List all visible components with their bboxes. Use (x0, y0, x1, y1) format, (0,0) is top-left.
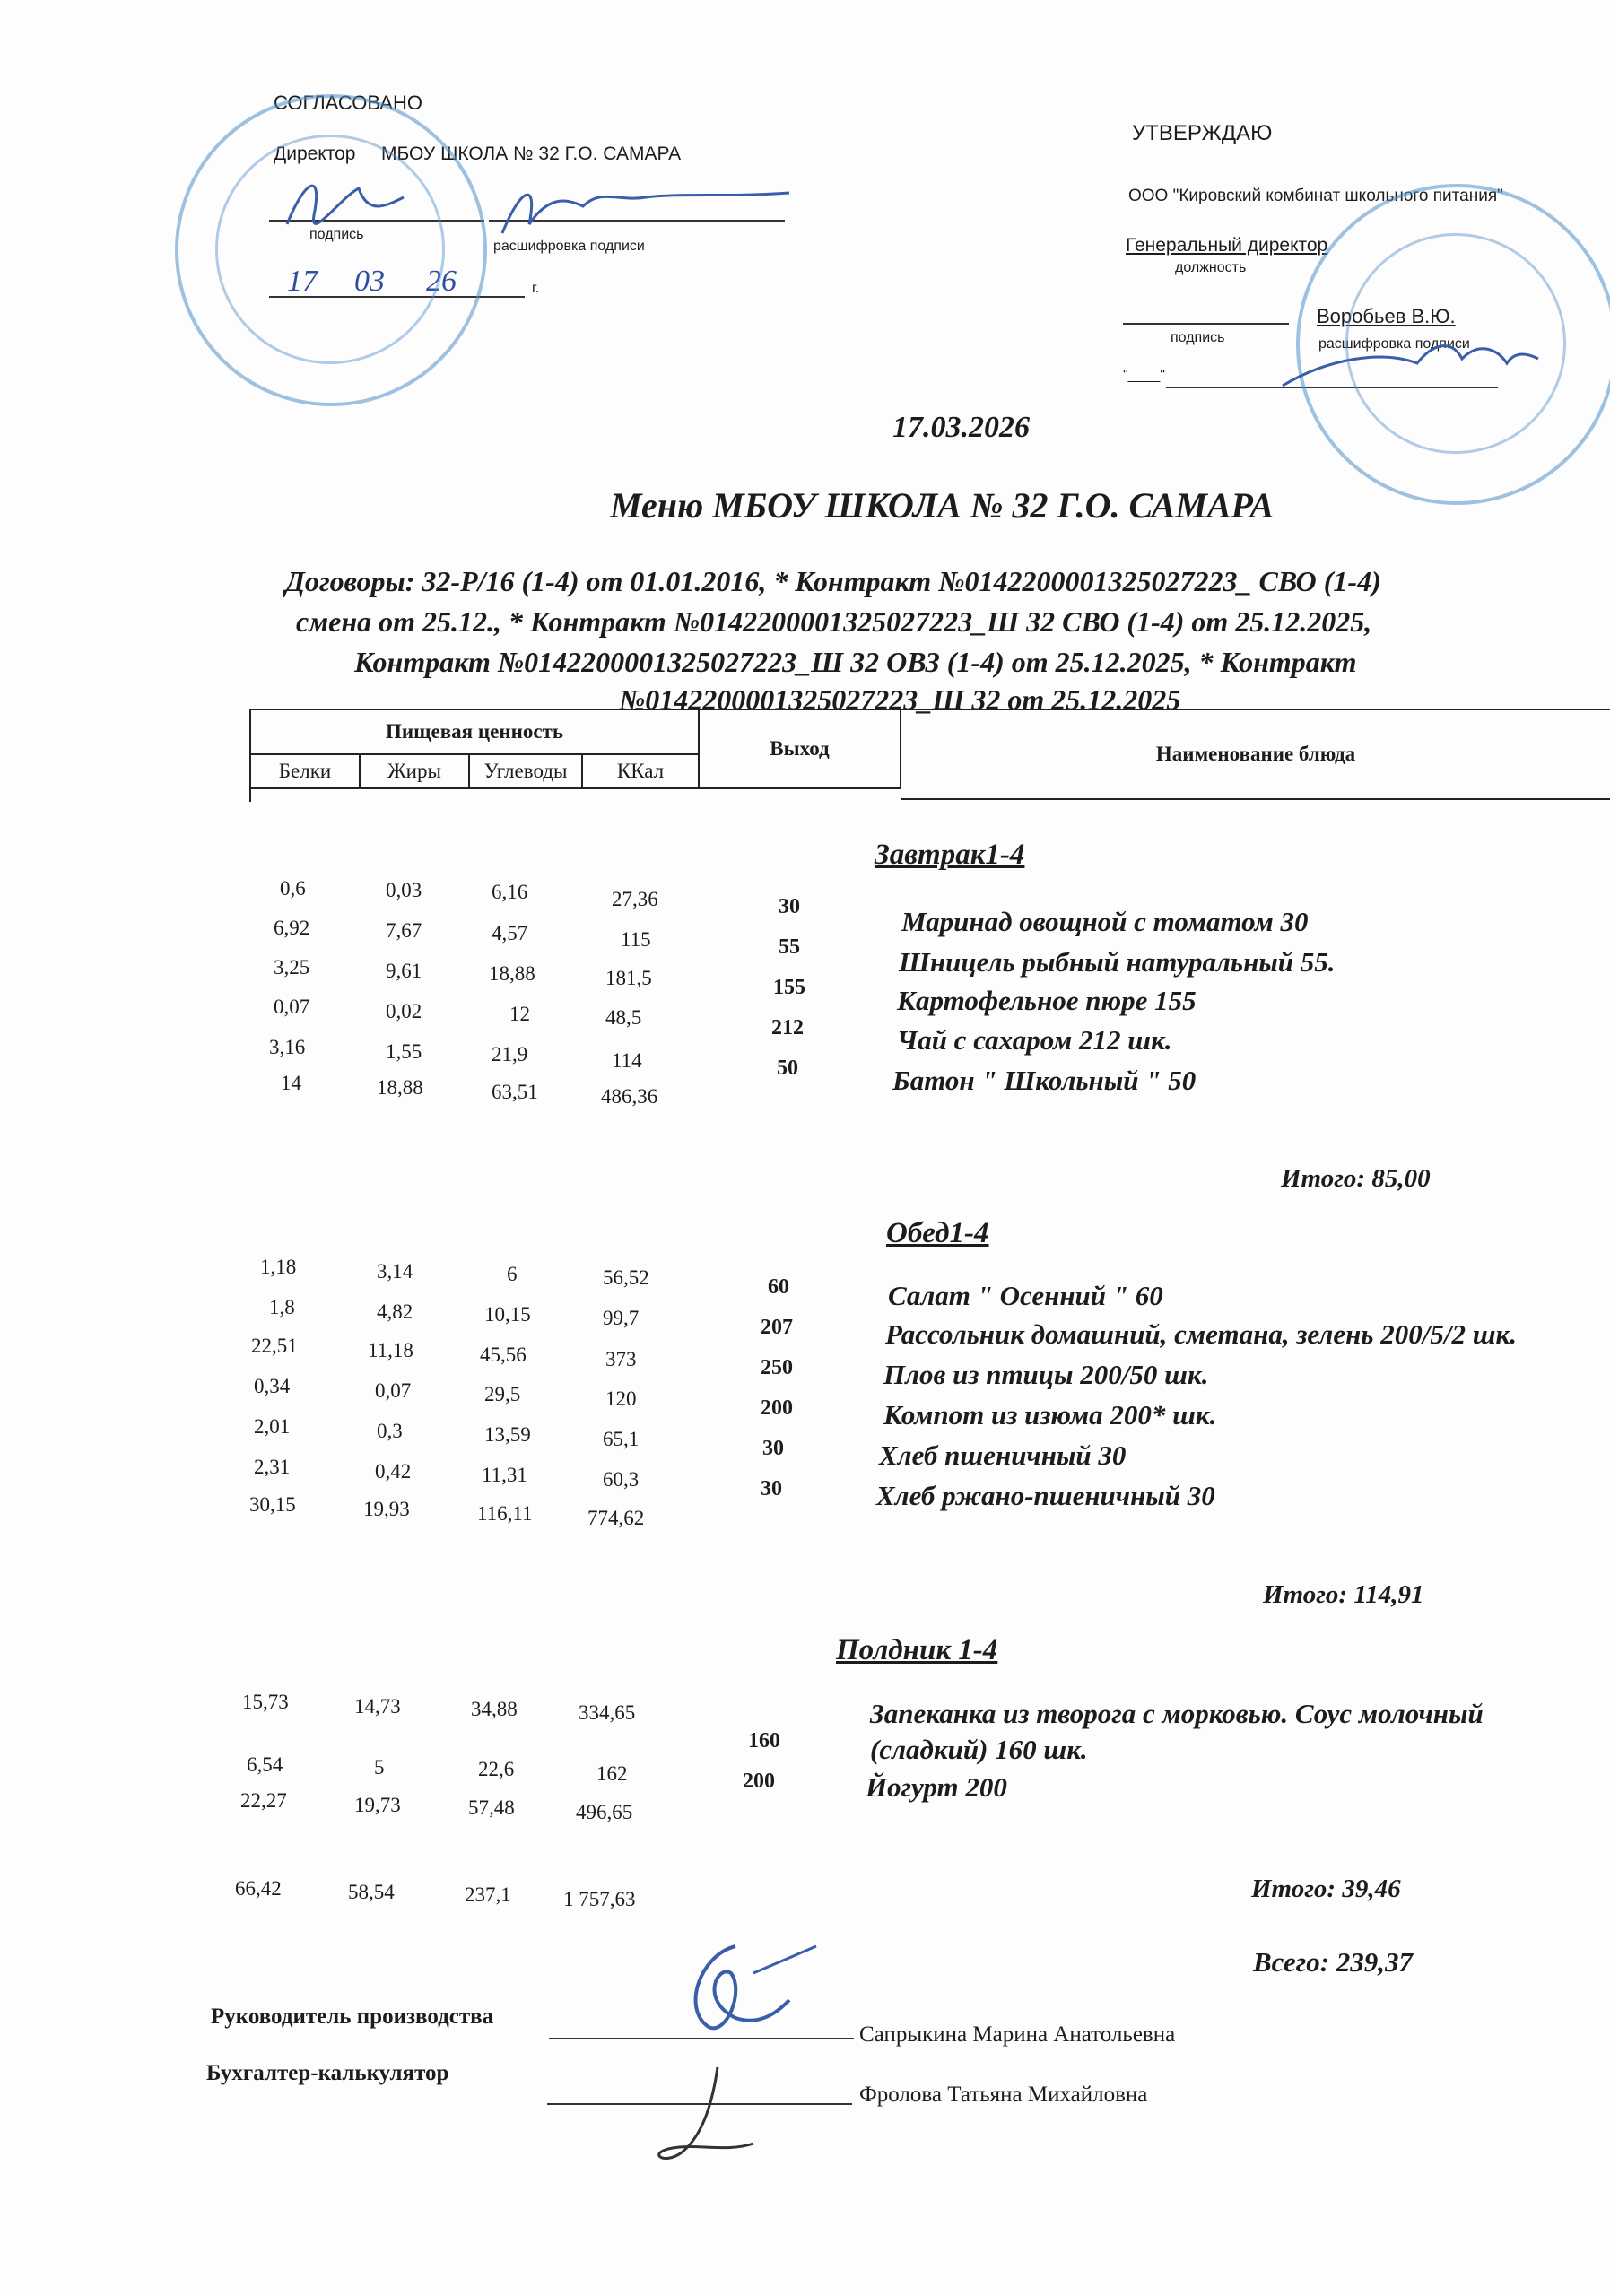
output-value: 30 (761, 1477, 782, 1500)
company-name: ООО "Кировский комбинат школьного питания" (1128, 187, 1503, 205)
director-label: Директор (274, 144, 356, 164)
dish-name: Маринад овощной с томатом 30 (901, 906, 1309, 937)
accountant-name: Фролова Татьяна Михайловна (859, 2083, 1148, 2107)
carb-grand: 237,1 (465, 1883, 511, 1906)
year-suffix: г. (532, 281, 540, 296)
fat-value: 7,67 (386, 919, 422, 942)
fat-value: 0,42 (375, 1460, 412, 1483)
carb-value: 12 (509, 1003, 530, 1025)
carbs-header: Углеводы (470, 755, 583, 789)
fat-sum: 19,93 (363, 1498, 410, 1520)
kcal-value: 65,1 (603, 1428, 640, 1450)
fat-value: 1,55 (386, 1040, 422, 1063)
dish-name: Батон " Школьный " 50 (892, 1065, 1197, 1096)
proteins-header: Белки (251, 755, 361, 789)
contracts-line-4: №0142200001325027223_Ш 32 от 25.12.2025 (619, 683, 1181, 716)
accountant-role: Бухгалтер-калькулятор (206, 2061, 449, 2085)
carb-value: 6,16 (492, 881, 528, 903)
kcal-grand: 1 757,63 (563, 1888, 636, 1910)
output-value: 30 (762, 1437, 784, 1460)
dish-name: Компот из изюма 200* шк. (883, 1399, 1217, 1431)
ceo-signature (1274, 323, 1543, 404)
menu-table-header (249, 709, 1610, 802)
carb-sum: 57,48 (468, 1796, 515, 1819)
output-header: Выход (700, 710, 901, 789)
fat-sum: 19,73 (354, 1794, 401, 1816)
kcal-value: 99,7 (603, 1307, 640, 1329)
protein-value: 0,07 (274, 996, 310, 1018)
sign-label-left: подпись (309, 227, 364, 242)
kcal-value: 115 (621, 928, 651, 951)
protein-grand: 66,42 (235, 1877, 282, 1900)
carb-value: 34,88 (471, 1698, 518, 1720)
breakfast-total: Итого: 85,00 (1281, 1164, 1431, 1193)
fat-value: 4,82 (377, 1300, 413, 1323)
menu-title: Меню МБОУ ШКОЛА № 32 Г.О. САМАРА (610, 485, 1275, 526)
snack-total: Итого: 39,46 (1251, 1874, 1401, 1903)
kcal-value: 373 (605, 1348, 637, 1370)
output-value: 200 (743, 1770, 775, 1793)
contracts-line-3: Контракт №0142200001325027223_Ш 32 ОВЗ (1-4) от 25.12.2025, * Контракт (354, 646, 1357, 678)
output-value: 160 (748, 1729, 780, 1752)
dish-name-line-1: Запеканка из творога с морковью. Соус молочный (870, 1698, 1484, 1729)
protein-value: 6,54 (247, 1753, 283, 1776)
kcal-sum: 486,36 (601, 1085, 658, 1108)
fat-grand: 58,54 (348, 1881, 395, 1903)
production-head-name: Сапрыкина Марина Анатольевна (859, 2022, 1176, 2047)
menu-date: 17.03.2026 (892, 411, 1030, 444)
output-value: 250 (761, 1356, 793, 1379)
production-head-role: Руководитель производства (211, 2005, 494, 2029)
dish-name: Плов из птицы 200/50 шк. (883, 1359, 1209, 1390)
carb-value: 29,5 (484, 1383, 521, 1405)
protein-value: 22,51 (251, 1335, 298, 1357)
carb-sum: 116,11 (477, 1502, 533, 1525)
dish-name: Йогурт 200 (866, 1771, 1007, 1803)
lunch-title: Обед1-4 (886, 1217, 989, 1249)
kcal-value: 48,5 (605, 1006, 642, 1029)
school-org: МБОУ ШКОЛА № 32 Г.О. САМАРА (381, 144, 682, 164)
dish-name: Шницель рыбный натуральный 55. (899, 946, 1336, 978)
grand-total: Всего: 239,37 (1253, 1946, 1414, 1978)
kcal-value: 60,3 (603, 1468, 640, 1491)
fat-sum: 18,88 (377, 1076, 423, 1099)
protein-sum: 30,15 (249, 1493, 296, 1516)
output-value: 212 (771, 1016, 804, 1039)
kcal-value: 120 (605, 1387, 637, 1410)
output-value: 155 (773, 976, 805, 999)
dish-name: Салат " Осенний " 60 (888, 1280, 1163, 1311)
carb-value: 45,56 (480, 1344, 527, 1366)
kcal-sum: 774,62 (587, 1507, 645, 1529)
output-value: 207 (761, 1316, 793, 1339)
output-value: 200 (761, 1396, 793, 1420)
date-year: 26 (426, 265, 457, 298)
kcal-value: 334,65 (579, 1701, 636, 1724)
carb-value: 18,88 (489, 962, 535, 985)
fat-value: 0,03 (386, 879, 422, 901)
snack-title: Полдник 1-4 (836, 1634, 998, 1666)
approval-left-title: СОГЛАСОВАНО (274, 91, 422, 114)
approval-right-title: УТВЕРЖДАЮ (1132, 121, 1273, 145)
ceo-position: Генеральный директор (1126, 235, 1328, 256)
kcal-value: 162 (596, 1762, 628, 1785)
carb-value: 4,57 (492, 922, 528, 944)
kcal-value: 114 (612, 1049, 642, 1072)
protein-value: 3,16 (269, 1036, 306, 1058)
carb-value: 6 (507, 1263, 518, 1285)
fat-value: 0,02 (386, 1000, 422, 1022)
date-month: 03 (354, 265, 385, 298)
dish-name: Картофельное пюре 155 (897, 985, 1197, 1016)
protein-value: 0,6 (280, 877, 306, 900)
carb-value: 13,59 (484, 1423, 531, 1446)
position-label: должность (1175, 260, 1247, 275)
output-value: 50 (777, 1057, 798, 1080)
lunch-total: Итого: 114,91 (1263, 1580, 1424, 1609)
carb-value: 10,15 (484, 1303, 531, 1326)
dish-name: Чай с сахаром 212 шк. (897, 1024, 1172, 1056)
kcal-value: 56,52 (603, 1266, 649, 1289)
fat-value: 0,3 (377, 1420, 403, 1442)
carb-value: 21,9 (492, 1043, 528, 1065)
kcal-sum: 496,65 (576, 1801, 633, 1823)
production-head-signature (646, 1937, 825, 2045)
protein-value: 2,31 (254, 1456, 291, 1478)
output-value: 55 (779, 935, 800, 959)
date-day: 17 (287, 265, 318, 298)
kcal-header: ККал (583, 755, 700, 789)
date-line-right: "____" (1123, 368, 1165, 383)
fat-value: 14,73 (354, 1695, 401, 1718)
ceo-name: Воробьев В.Ю. (1317, 305, 1456, 327)
carb-value: 11,31 (482, 1464, 527, 1486)
nutrition-header: Пищевая ценность (251, 710, 700, 755)
protein-value: 2,01 (254, 1415, 291, 1438)
protein-sum: 14 (281, 1072, 301, 1094)
protein-value: 15,73 (242, 1691, 289, 1713)
decode-label-right: расшифровка подписи (1318, 336, 1470, 352)
protein-value: 0,34 (254, 1375, 291, 1397)
sign-label-right: подпись (1171, 330, 1225, 345)
breakfast-title: Завтрак1-4 (875, 839, 1025, 871)
director-signature (260, 161, 816, 260)
dish-name: Хлеб пшеничный 30 (879, 1439, 1127, 1471)
output-value: 30 (779, 895, 800, 918)
dish-name-header: Наименование блюда (901, 710, 1610, 800)
dish-name: Хлеб ржано-пшеничный 30 (876, 1480, 1215, 1511)
protein-value: 3,25 (274, 956, 310, 978)
fats-header: Жиры (361, 755, 470, 789)
fat-value: 5 (374, 1756, 385, 1779)
contracts-line-1: Договоры: 32-Р/16 (1-4) от 01.01.2016, * Контракт №0142200001325027223_ СВО (1-4) (285, 565, 1381, 597)
carb-sum: 63,51 (492, 1081, 538, 1103)
protein-value: 6,92 (274, 917, 310, 939)
fat-value: 11,18 (368, 1339, 413, 1361)
kcal-value: 27,36 (612, 888, 658, 910)
kcal-value: 181,5 (605, 967, 652, 989)
dish-name: Рассольник домашний, сметана, зелень 200/5/2 шк. (885, 1318, 1517, 1350)
contracts-line-2: смена от 25.12., * Контракт №0142200001325027223_Ш 32 СВО (1-4) от 25.12.2025, (296, 605, 1372, 638)
carb-value: 22,6 (478, 1758, 515, 1780)
protein-value: 1,8 (269, 1296, 295, 1318)
protein-sum: 22,27 (240, 1789, 287, 1812)
dish-name-line-2: (сладкий) 160 шк. (870, 1734, 1088, 1765)
fat-value: 9,61 (386, 960, 422, 982)
decode-label-left: расшифровка подписи (493, 239, 645, 254)
fat-value: 3,14 (377, 1260, 413, 1283)
accountant-signature (628, 2063, 771, 2170)
output-value: 60 (768, 1275, 789, 1299)
fat-value: 0,07 (375, 1379, 412, 1402)
protein-value: 1,18 (260, 1256, 297, 1278)
